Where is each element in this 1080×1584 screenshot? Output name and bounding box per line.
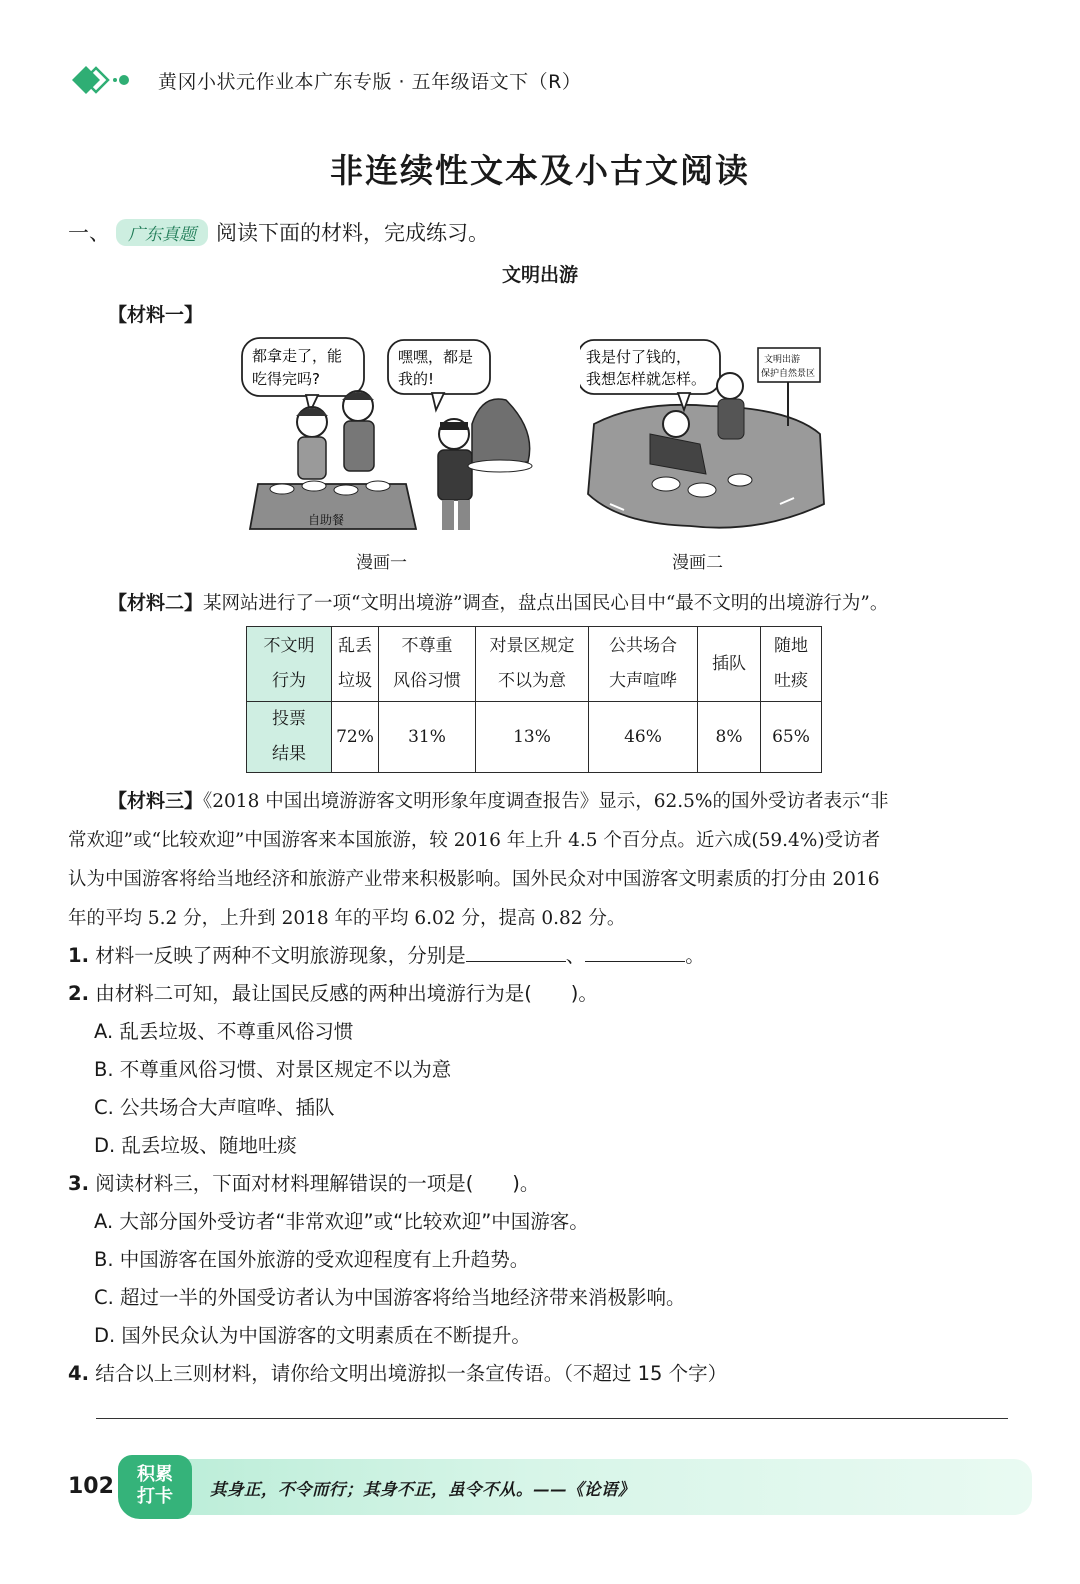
material-2-text-line — [108, 588, 888, 615]
section-tag: 广东真题 — [116, 219, 208, 246]
q2-option-d[interactable]: D. 乱丢垃圾、随地吐痰 — [94, 1134, 297, 1157]
table-cell: 乱丢 垃圾 — [332, 627, 379, 702]
survey-table — [246, 626, 822, 773]
comic-1-illustration — [236, 334, 546, 544]
header-logo-icon — [70, 62, 130, 98]
table-cell: 46% — [589, 702, 698, 773]
sign-line-2: 保护自然景区 — [761, 369, 816, 379]
question-2: 2. 由材料二可知，最让国民反感的两种出境游行为是( )。 — [68, 982, 598, 1005]
material-1-label: 【材料一】 — [108, 304, 204, 326]
table-cell: 插队 — [698, 627, 761, 702]
q2-option-b[interactable]: B. 不尊重风俗习惯、对景区规定不以为意 — [94, 1058, 452, 1081]
q3-option-b[interactable]: B. 中国游客在国外旅游的受欢迎程度有上升趋势。 — [94, 1248, 530, 1271]
table-cell: 不尊重 风俗习惯 — [379, 627, 476, 702]
comic-2-illustration — [580, 334, 830, 534]
material-3-line-4: 年的平均 5.2 分，上升到 2018 年的平均 6.02 分，提高 0.82 分。 — [68, 908, 626, 929]
q2-option-a[interactable]: A. 乱丢垃圾、不尊重风俗习惯 — [94, 1020, 354, 1043]
bubble-left-line-2: 吃得完吗? — [252, 370, 320, 388]
section-1-heading — [68, 217, 489, 247]
table-cell: 对景区规定 不以为意 — [476, 627, 589, 702]
table-cell: 31% — [379, 702, 476, 773]
q3-option-a[interactable]: A. 大部分国外受访者“非常欢迎”或“比较欢迎”中国游客。 — [94, 1210, 589, 1233]
table-cell: 随地 吐痰 — [761, 627, 822, 702]
bubble-line-2: 我想怎样就怎样。 — [586, 370, 707, 388]
question-1: 1. 材料一反映了两种不文明旅游现象，分别是 、 。 — [68, 944, 705, 967]
table-row-results — [247, 702, 822, 773]
page-number: 102 — [68, 1474, 114, 1499]
header-title: 黄冈小状元作业本广东专版 · 五年级语文下（R） — [158, 71, 582, 93]
bubble-right-line-1: 嘿嘿，都是 — [398, 348, 474, 366]
buffet-sign: 自助餐 — [308, 513, 345, 527]
material-3-label: 【材料三】 — [108, 790, 204, 812]
question-3: 3. 阅读材料三，下面对材料理解错误的一项是( )。 — [68, 1172, 540, 1195]
answer-blank-2[interactable] — [585, 943, 685, 962]
section-instruction: 阅读下面的材料，完成练习。 — [216, 221, 489, 245]
footer-badge: 积累 打卡 — [118, 1455, 192, 1519]
footer-quote: 其身正，不令而行；其身不正，虽令不从。——《论语》 — [210, 1480, 635, 1499]
material-3-paragraph — [68, 782, 1018, 938]
table-header-cell: 投票 结果 — [247, 702, 332, 773]
material-2-text: 某网站进行了一项“文明出境游”调查，盘点出国民心目中“最不文明的出境游行为”。 — [203, 593, 889, 614]
bubble-line-1: 我是付了钱的， — [586, 348, 692, 366]
table-row-behaviors — [247, 627, 822, 702]
material-title: 文明出游 — [501, 264, 578, 286]
table-cell: 72% — [332, 702, 379, 773]
q2-option-c[interactable]: C. 公共场合大声喧哗、插队 — [94, 1096, 335, 1119]
section-number: 一、 — [68, 221, 110, 245]
table-cell: 公共场合 大声喧哗 — [589, 627, 698, 702]
table-header-cell: 不文明 行为 — [247, 627, 332, 702]
material-3-line-2: 常欢迎”或“比较欢迎”中国游客来本国旅游，较 2016 年上升 4.5 个百分点。近六成(59.4%)受访者 — [68, 830, 881, 851]
q3-option-c[interactable]: C. 超过一半的外国受访者认为中国游客将给当地经济带来消极影响。 — [94, 1286, 686, 1309]
comic-2-caption: 漫画二 — [672, 553, 723, 573]
answer-line[interactable] — [96, 1418, 1008, 1419]
material-3-line-3: 认为中国游客将给当地经济和旅游产业带来积极影响。国外民众对中国游客文明素质的打分由 2016 — [68, 869, 880, 890]
comic-1-caption: 漫画一 — [356, 553, 407, 573]
sign-line-1: 文明出游 — [764, 355, 801, 365]
bubble-right-line-2: 我的! — [398, 370, 435, 388]
table-cell: 65% — [761, 702, 822, 773]
material-3-line-1: 《2018 中国出境游游客文明形象年度调查报告》显示，62.5%的国外受访者表示“非 — [203, 791, 889, 812]
page-title: 非连续性文本及小古文阅读 — [330, 151, 750, 190]
table-cell: 13% — [476, 702, 589, 773]
bubble-left-line-1: 都拿走了，能 — [252, 347, 343, 365]
question-4: 4. 结合以上三则材料，请你给文明出境游拟一条宣传语。（不超过 15 个字） — [68, 1362, 728, 1385]
material-2-label: 【材料二】 — [108, 592, 204, 614]
q3-option-d[interactable]: D. 国外民众认为中国游客的文明素质在不断提升。 — [94, 1324, 531, 1347]
answer-blank-1[interactable] — [466, 943, 566, 962]
table-cell: 8% — [698, 702, 761, 773]
